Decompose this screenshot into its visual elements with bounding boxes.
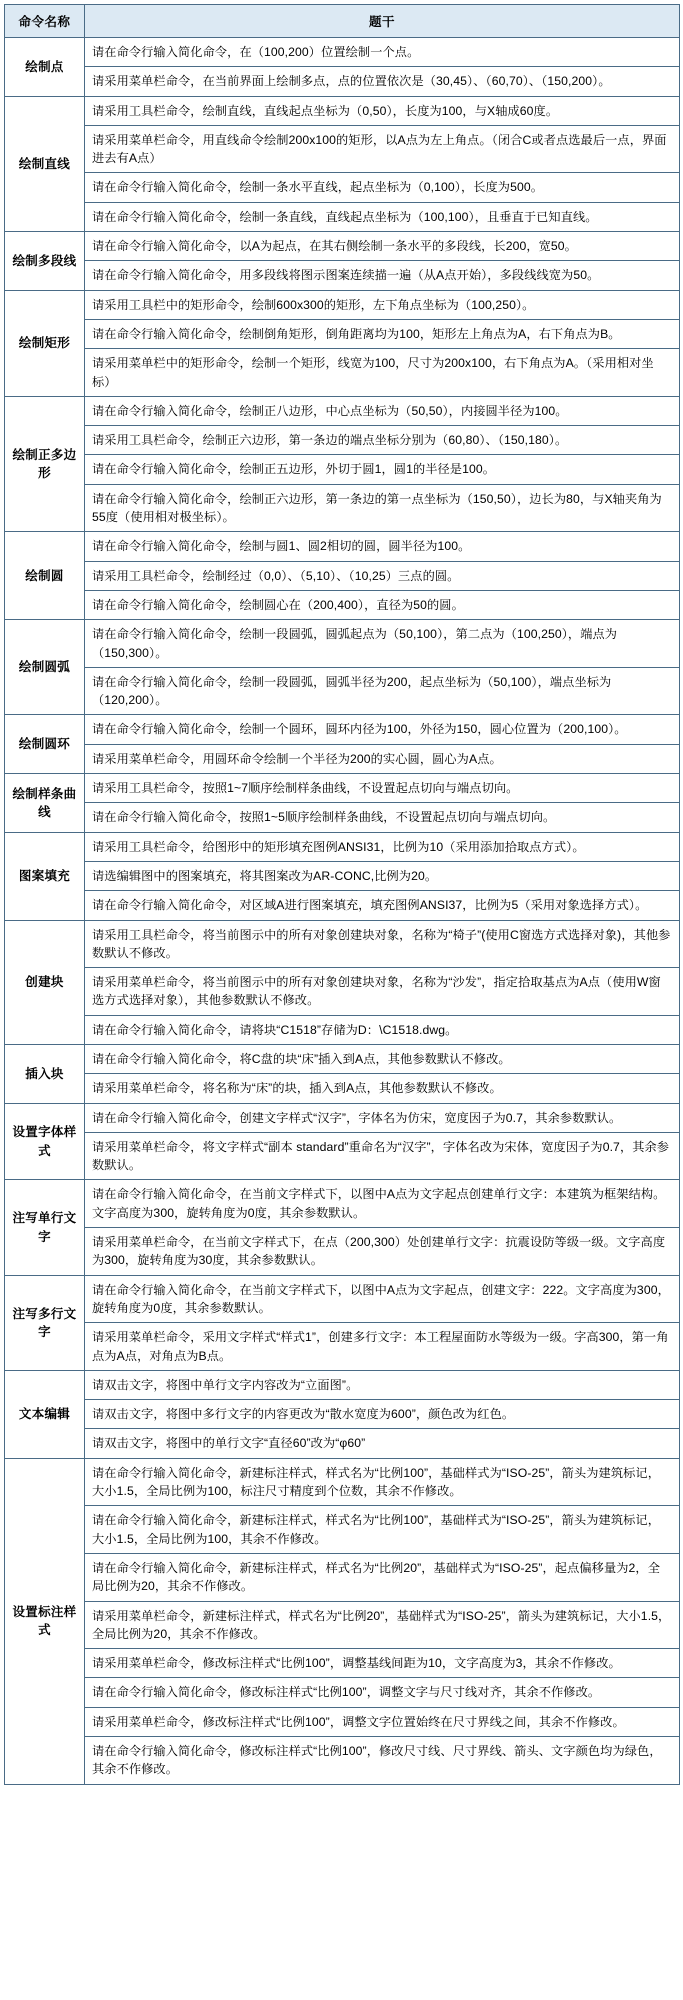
column-header-command-name: 命令名称: [5, 5, 85, 38]
command-name-cell: 绘制样条曲线: [5, 774, 85, 833]
table-row: [5, 202, 680, 231]
question-stem-cell: 请在命令行输入简化命令，用多段线将图示图案连续描一遍（从A点开始），多段线线宽为50。: [85, 261, 680, 290]
question-stem-cell: 请双击文字，将图中多行文字的内容更改为“散水宽度为600”，颜色改为红色。: [85, 1400, 680, 1429]
table-row: [5, 1074, 680, 1103]
table-row: [5, 891, 680, 920]
question-stem-cell: 请在命令行输入简化命令，以A为起点，在其右侧绘制一条水平的多段线，长200，宽50。: [85, 232, 680, 261]
table-row: [5, 832, 680, 861]
table-row: [5, 1553, 680, 1601]
question-stem-cell: 请采用菜单栏命令，将名称为“床”的块，插入到A点，其他参数默认不修改。: [85, 1074, 680, 1103]
question-stem-cell: 请在命令行输入简化命令，绘制倒角矩形，倒角距离均为100，矩形左上角点为A，右下角点为B。: [85, 319, 680, 348]
table-row: [5, 861, 680, 890]
table-row: [5, 1429, 680, 1458]
command-name-cell: 注写多行文字: [5, 1275, 85, 1370]
table-row: [5, 920, 680, 968]
table-row: [5, 1132, 680, 1180]
question-stem-cell: 请采用菜单栏命令，用圆环命令绘制一个半径为200的实心圆，圆心为A点。: [85, 744, 680, 773]
table-row: [5, 1180, 680, 1228]
question-stem-cell: 请在命令行输入简化命令，绘制圆心在（200,400），直径为50的圆。: [85, 590, 680, 619]
command-name-cell: 绘制圆环: [5, 715, 85, 774]
table-row: [5, 1275, 680, 1323]
question-stem-cell: 请在命令行输入简化命令，绘制一段圆弧，圆弧起点为（50,100），第二点为（100,250），端点为（150,300）。: [85, 620, 680, 668]
table-row: [5, 1678, 680, 1707]
question-stem-cell: 请采用工具栏命令，绘制经过（0,0）、（5,10）、（10,25）三点的圆。: [85, 561, 680, 590]
column-header-stem: 题干: [85, 5, 680, 38]
question-stem-cell: 请采用菜单栏中的矩形命令，绘制一个矩形，线宽为100，尺寸为200x100，右下角点为A。（采用相对坐标）: [85, 349, 680, 397]
table-row: [5, 1103, 680, 1132]
table-row: [5, 173, 680, 202]
question-stem-cell: 请在命令行输入简化命令，在（100,200）位置绘制一个点。: [85, 38, 680, 67]
table-row: [5, 1044, 680, 1073]
table-row: [5, 319, 680, 348]
table-row: [5, 67, 680, 96]
question-stem-cell: 请在命令行输入简化命令，在当前文字样式下，以图中A点为文字起点创建单行文字：本建筑为框架结构。文字高度为300，旋转角度为0度，其余参数默认。: [85, 1180, 680, 1228]
table-row: [5, 532, 680, 561]
command-name-cell: 设置标注样式: [5, 1458, 85, 1784]
table-row: [5, 261, 680, 290]
question-stem-cell: 请在命令行输入简化命令，绘制正五边形，外切于圆1，圆1的半径是100。: [85, 455, 680, 484]
command-name-cell: 插入块: [5, 1044, 85, 1103]
question-stem-cell: 请采用菜单栏命令，修改标注样式“比例100”，调整文字位置始终在尺寸界线之间，其余不作修改。: [85, 1707, 680, 1736]
question-stem-cell: 请采用工具栏命令，按照1~7顺序绘制样条曲线，不设置起点切向与端点切向。: [85, 774, 680, 803]
table-header: [5, 5, 680, 38]
command-name-cell: 绘制圆: [5, 532, 85, 620]
command-name-cell: 设置字体样式: [5, 1103, 85, 1180]
table-row: [5, 426, 680, 455]
question-stem-cell: 请在命令行输入简化命令，绘制一条直线，直线起点坐标为（100,100），且垂直于已知直线。: [85, 202, 680, 231]
table-row: [5, 484, 680, 532]
question-stem-cell: 请采用工具栏命令，绘制直线，直线起点坐标为（0,50），长度为100，与X轴成60度。: [85, 96, 680, 125]
question-stem-cell: 请采用菜单栏命令，修改标注样式“比例100”，调整基线间距为10，文字高度为3，其余不作修改。: [85, 1649, 680, 1678]
table-row: [5, 1707, 680, 1736]
question-stem-cell: 请在命令行输入简化命令，对区域A进行图案填充，填充图例ANSI37，比例为5（采用对象选择方式）。: [85, 891, 680, 920]
question-stem-cell: 请采用菜单栏命令，在当前文字样式下，在点（200,300）处创建单行文字：抗震设防等级一级。文字高度为300，旋转角度为30度，其余参数默认。: [85, 1228, 680, 1276]
question-stem-cell: 请在命令行输入简化命令，绘制一个圆环，圆环内径为100，外径为150，圆心位置为（200,100）。: [85, 715, 680, 744]
table-row: [5, 349, 680, 397]
question-stem-cell: 请在命令行输入简化命令，绘制正八边形，中心点坐标为（50,50），内接圆半径为100。: [85, 396, 680, 425]
table-row: [5, 1737, 680, 1785]
question-stem-cell: 请采用工具栏命令，给图形中的矩形填充图例ANSI31，比例为10（采用添加拾取点方式）。: [85, 832, 680, 861]
question-stem-cell: 请在命令行输入简化命令，创建文字样式“汉字”，字体名为仿宋，宽度因子为0.7，其余参数默认。: [85, 1103, 680, 1132]
table-row: [5, 455, 680, 484]
table-row: [5, 125, 680, 173]
question-stem-cell: 请采用菜单栏命令，采用文字样式“样式1”，创建多行文字：本工程屋面防水等级为一级。字高300，第一角点为A点，对角点为B点。: [85, 1323, 680, 1371]
table-row: [5, 1601, 680, 1649]
question-stem-cell: 请在命令行输入简化命令，修改标注样式“比例100”，调整文字与尺寸线对齐，其余不作修改。: [85, 1678, 680, 1707]
table-row: [5, 1649, 680, 1678]
table-row: [5, 744, 680, 773]
table-row: [5, 396, 680, 425]
question-stem-cell: 请采用工具栏中的矩形命令，绘制600x300的矩形，左下角点坐标为（100,250）。: [85, 290, 680, 319]
table-row: [5, 561, 680, 590]
question-stem-cell: 请双击文字，将图中的单行文字“直径60”改为“φ60”: [85, 1429, 680, 1458]
question-stem-cell: 请在命令行输入简化命令，绘制与圆1、圆2相切的圆，圆半径为100。: [85, 532, 680, 561]
question-stem-cell: 请采用菜单栏命令，将当前图示中的所有对象创建块对象，名称为“沙发”，指定拾取基点为A点（使用W窗选方式选择对象），其他参数默认不修改。: [85, 968, 680, 1016]
command-name-cell: 绘制圆弧: [5, 620, 85, 715]
command-name-cell: 创建块: [5, 920, 85, 1044]
table-row: [5, 1228, 680, 1276]
table-row: [5, 968, 680, 1016]
table-row: [5, 232, 680, 261]
command-name-cell: 文本编辑: [5, 1370, 85, 1458]
question-stem-cell: 请采用菜单栏命令，在当前界面上绘制多点，点的位置依次是（30,45）、（60,70）、（150,200）。: [85, 67, 680, 96]
command-name-cell: 绘制点: [5, 38, 85, 97]
table-row: [5, 803, 680, 832]
table-row: [5, 1015, 680, 1044]
question-stem-cell: 请在命令行输入简化命令，新建标注样式，样式名为“比例20”，基础样式为“ISO-25”，起点偏移量为2，全局比例为20，其余不作修改。: [85, 1553, 680, 1601]
table-row: [5, 96, 680, 125]
table-row: [5, 38, 680, 67]
question-stem-cell: 请选编辑图中的图案填充，将其图案改为AR-CONC,比例为20。: [85, 861, 680, 890]
command-name-cell: 图案填充: [5, 832, 85, 920]
question-stem-cell: 请在命令行输入简化命令，绘制一段圆弧，圆弧半径为200，起点坐标为（50,100），端点坐标为（120,200）。: [85, 667, 680, 715]
question-stem-cell: 请采用菜单栏命令，用直线命令绘制200x100的矩形，以A点为左上角点。（闭合C或者点选最后一点，界面进去有A点）: [85, 125, 680, 173]
command-name-cell: 绘制矩形: [5, 290, 85, 396]
question-stem-cell: 请在命令行输入简化命令，修改标注样式“比例100”，修改尺寸线、尺寸界线、箭头、文字颜色均为绿色，其余不作修改。: [85, 1737, 680, 1785]
question-stem-cell: 请采用菜单栏命令，将文字样式“副本 standard”重命名为“汉字”，字体名改为宋体，宽度因子为0.7，其余参数默认。: [85, 1132, 680, 1180]
table-row: [5, 667, 680, 715]
table-row: [5, 290, 680, 319]
command-name-cell: 绘制多段线: [5, 232, 85, 291]
table-row: [5, 1323, 680, 1371]
question-stem-cell: 请采用菜单栏命令，新建标注样式，样式名为“比例20”，基础样式为“ISO-25”，箭头为建筑标记，大小1.5，全局比例为20，其余不作修改。: [85, 1601, 680, 1649]
table-header-row: [5, 5, 680, 38]
question-stem-cell: 请在命令行输入简化命令，新建标注样式，样式名为“比例100”，基础样式为“ISO-25”，箭头为建筑标记，大小1.5，全局比例为100，标注尺寸精度到个位数，其余不作修改。: [85, 1458, 680, 1506]
question-stem-cell: 请在命令行输入简化命令，新建标注样式，样式名为“比例100”，基础样式为“ISO-25”，箭头为建筑标记，大小1.5，全局比例为100，其余不作修改。: [85, 1506, 680, 1554]
question-stem-cell: 请在命令行输入简化命令，绘制正六边形，第一条边的第一点坐标为（150,50），边长为80，与X轴夹角为55度（使用相对极坐标）。: [85, 484, 680, 532]
question-stem-cell: 请在命令行输入简化命令，在当前文字样式下，以图中A点为文字起点，创建文字：222。文字高度为300，旋转角度为0度，其余参数默认。: [85, 1275, 680, 1323]
table-row: [5, 1506, 680, 1554]
table-row: [5, 620, 680, 668]
question-stem-cell: 请在命令行输入简化命令，绘制一条水平直线，起点坐标为（0,100），长度为500。: [85, 173, 680, 202]
question-stem-cell: 请采用工具栏命令，将当前图示中的所有对象创建块对象，名称为“椅子”(使用C窗选方式选择对象)，其他参数默认不修改。: [85, 920, 680, 968]
table-row: [5, 715, 680, 744]
command-name-cell: 注写单行文字: [5, 1180, 85, 1275]
table-row: [5, 1370, 680, 1399]
table-body: [5, 38, 680, 1785]
command-name-cell: 绘制直线: [5, 96, 85, 231]
question-stem-cell: 请在命令行输入简化命令，请将块“C1518”存储为D：\C1518.dwg。: [85, 1015, 680, 1044]
command-name-cell: 绘制正多边形: [5, 396, 85, 531]
command-table: [4, 4, 680, 1785]
question-stem-cell: 请双击文字，将图中单行文字内容改为“立面图”。: [85, 1370, 680, 1399]
question-stem-cell: 请在命令行输入简化命令，按照1~5顺序绘制样条曲线，不设置起点切向与端点切向。: [85, 803, 680, 832]
table-row: [5, 1458, 680, 1506]
table-row: [5, 590, 680, 619]
question-stem-cell: 请在命令行输入简化命令，将C盘的块“床”插入到A点，其他参数默认不修改。: [85, 1044, 680, 1073]
table-row: [5, 774, 680, 803]
question-stem-cell: 请采用工具栏命令，绘制正六边形，第一条边的端点坐标分别为（60,80）、（150,180）。: [85, 426, 680, 455]
table-row: [5, 1400, 680, 1429]
